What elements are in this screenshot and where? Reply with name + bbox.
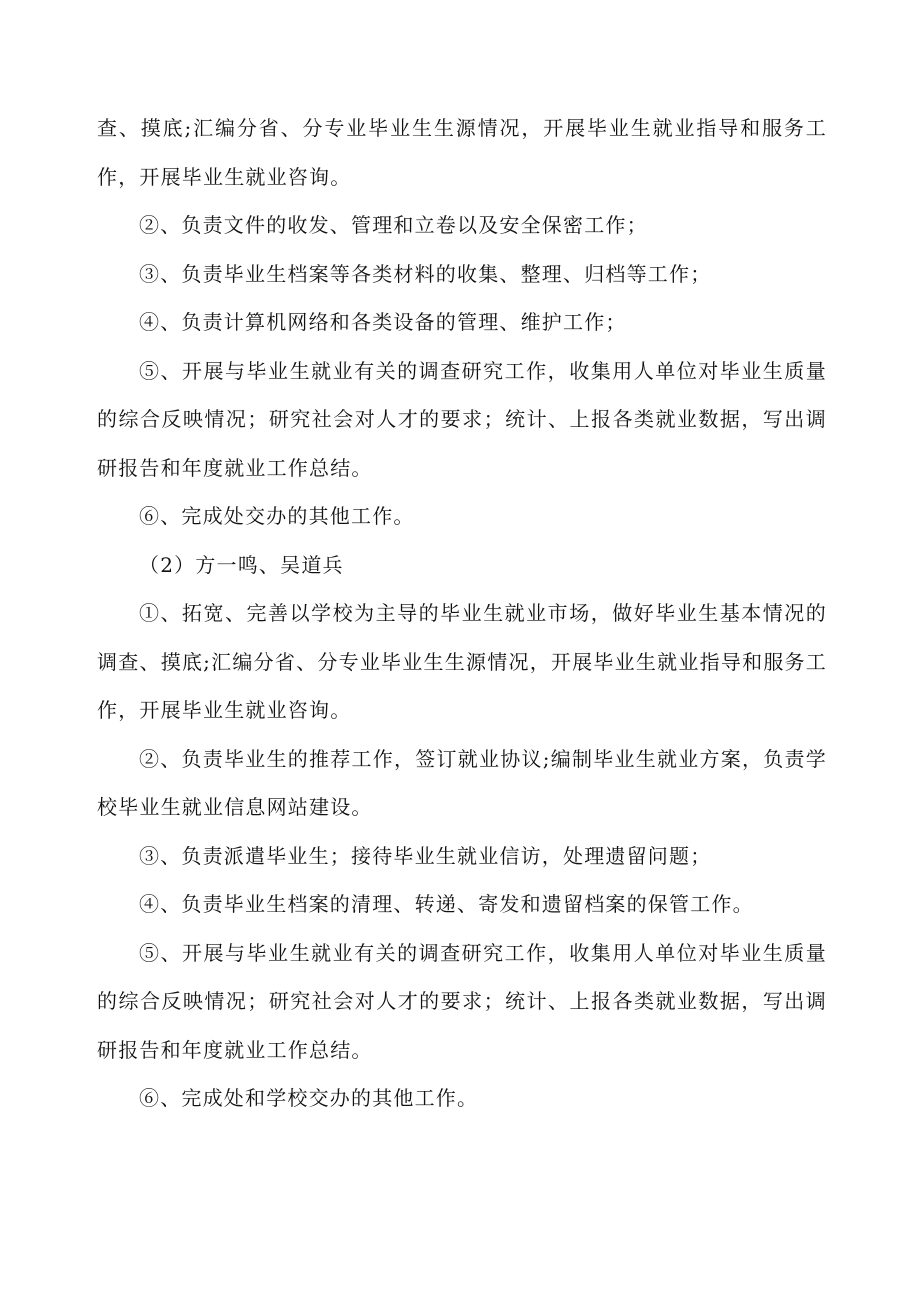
paragraph-item-2: ②、负责毕业生的推荐工作，签订就业协议;编制毕业生就业方案，负责学校毕业生就业信息网站建设。 [97, 746, 827, 819]
paragraph-item-6: ⑥、完成处和学校交办的其他工作。 [139, 1086, 479, 1110]
paragraph-item-3: ③、负责毕业生档案等各类材料的收集、整理、归档等工作； [139, 261, 712, 286]
paragraph-item-4: ④、负责计算机网络和各类设备的管理、维护工作； [139, 310, 627, 334]
paragraph-item-3: ③、负责派遣毕业生；接待毕业生就业信访，处理遗留问题； [139, 843, 712, 868]
paragraph-continuation: 查、摸底;汇编分省、分专业毕业生生源情况，开展毕业生就业指导和服务工作，开展毕业生就业咨询。 [97, 116, 827, 189]
document-body [97, 104, 827, 1123]
paragraph-item-4: ④、负责毕业生档案的清理、转递、寄发和遗留档案的保管工作。 [139, 892, 754, 916]
paragraph-item-2: ②、负责文件的收发、管理和立卷以及安全保密工作； [139, 213, 648, 237]
paragraph-item-6: ⑥、完成处交办的其他工作。 [139, 504, 415, 528]
paragraph-item-5: ⑤、开展与毕业生就业有关的调查研究工作，收集用人单位对毕业生质量的综合反映情况；研究社会对人才的要求；统计、上报各类就业数据，写出调研报告和年度就业工作总结。 [97, 940, 827, 1062]
paragraph-item-1: ①、拓宽、完善以学校为主导的毕业生就业市场，做好毕业生基本情况的调查、摸底;汇编分省、分专业毕业生生源情况，开展毕业生就业指导和服务工作，开展毕业生就业咨询。 [97, 601, 827, 722]
section-heading: （2）方一鸣、吴道兵 [139, 552, 344, 577]
paragraph-item-5: ⑤、开展与毕业生就业有关的调查研究工作，收集用人单位对毕业生质量的综合反映情况；研究社会对人才的要求；统计、上报各类就业数据，写出调研报告和年度就业工作总结。 [97, 358, 827, 480]
